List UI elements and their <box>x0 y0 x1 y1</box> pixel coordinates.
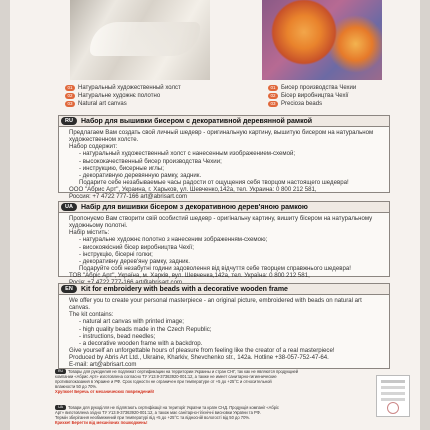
text-line: canvas. <box>69 304 91 312</box>
text-line: - високоякісний бісер виробництва Чехії; <box>79 243 194 251</box>
text-line: Предлагаем Вам создать свой личный шедевр - оригинальную картину, вышитую бисером на натуральном <box>69 129 374 136</box>
description-box-ru <box>58 115 390 201</box>
footer-line: Товари для рукоділля не підлягають сертифікації на території України та країн СНД. Продукція компанії «Абріс <box>68 405 279 410</box>
legend-number-badge: 01 <box>65 85 75 91</box>
box-body <box>59 127 389 203</box>
legend-item <box>65 92 181 100</box>
text-line: Подаруйте собі незабутні години задоволення від відчуття себе творцем справжнього шедевра! <box>79 265 351 273</box>
language-badge: RU <box>61 117 77 125</box>
language-badge: RU <box>55 369 66 374</box>
legend-number-badge: 03 <box>268 101 278 107</box>
footer-line: Товары для рукоделия не подлежат сертификации на территории Украины и стран СНГ, так как не являются продукцией <box>68 369 299 374</box>
legend-text: Бісер виробництва Чехії <box>281 93 349 99</box>
box-body <box>59 213 389 289</box>
text-line: художньому полотні. <box>69 222 128 230</box>
legend-item <box>268 84 356 92</box>
footer-note-ru <box>55 369 375 394</box>
footer-line: Арт» виготовлена згідно ТУ У13.9-37363920-001:12, а також має санітарно-гігієнічні висновки України та РФ. <box>55 410 261 415</box>
box-title: Набор для вышивки бисером с декоративной деревянной рамкой <box>81 117 313 125</box>
right-edge <box>420 0 430 430</box>
left-edge <box>0 0 10 430</box>
text-line: - декоративную деревянную рамку, задник. <box>79 171 202 179</box>
text-line: We offer you to create your personal masterpiece - an original picture, embroidered with beads on natural art <box>69 297 362 304</box>
legend-item <box>65 84 181 92</box>
text-line: художественном холсте. <box>69 136 139 144</box>
product-photos <box>10 0 420 83</box>
text-line: - інструкцію, бісерні голки; <box>79 250 153 258</box>
product-insert-page <box>10 0 420 430</box>
text-line: - высококачественный бисер производства Чехии; <box>79 157 222 165</box>
legend-number-badge: 01 <box>268 85 278 91</box>
text-line: Набор содержит: <box>69 143 118 151</box>
text-line: - натуральный художественный холст с нанесенным изображением-схемой; <box>79 150 296 158</box>
legend-number-badge: 02 <box>268 93 278 99</box>
legend-text: Natural art canvas <box>78 101 127 107</box>
footer-note-ua <box>55 405 375 425</box>
beads-legend <box>268 84 356 108</box>
legend-text: Бисер производства Чехии <box>281 85 357 91</box>
text-line: - natural art canvas with printed image; <box>79 318 184 326</box>
fragile-warning: Крихке! Берегти від механічних пошкоджень! <box>55 420 148 425</box>
box-title: Kit for embroidery with beads with a decorative wooden frame <box>81 285 288 293</box>
legend-text: Натуральный художественный холст <box>78 85 181 91</box>
contact-line: Россия: +7 4722 777-166 art@abrisart.com <box>69 193 188 201</box>
legend-number-badge: 02 <box>65 93 75 99</box>
text-line: - декоративну дерев'яну рамку, задник. <box>79 257 190 265</box>
description-box-ua <box>58 201 390 280</box>
contact-line: E-mail: art@abrisart.com <box>69 361 137 369</box>
footer-line: влажности 50 до 70%. <box>55 384 98 389</box>
footer-line: компании «Абрис Арт» изготовлена согласно ТУ У13.9-37363920-001:12, а также не имеет санитарно-гигиенические <box>55 374 277 379</box>
contact-line: ТОВ "Абріс Арт", Україна, м. Харків, вул. Шевченка,142а, тел. Україна: 0 800 212 581, <box>69 272 310 280</box>
text-line: - натуральне художнє полотно з нанесеним зображенням-схемою; <box>79 236 268 244</box>
legend-text: Натуральне художнє полотно <box>78 93 161 99</box>
box-body <box>59 295 389 371</box>
footer-line: противопоказания в Украине и РФ. Срок годности не ограничен при температуре от +5 до +25°C и относительной <box>55 379 272 384</box>
legend-text: Precioза beads <box>281 101 323 107</box>
legend-item <box>65 100 181 108</box>
text-line: The kit contains: <box>69 311 114 319</box>
text-line: - a decorative wooden frame with a backdrop. <box>79 339 203 347</box>
text-line: Набір містить: <box>69 229 110 237</box>
legend-number-badge: 03 <box>65 101 75 107</box>
box-header <box>59 116 389 127</box>
text-line: - high quality beads made in the Czech Republic; <box>79 325 212 333</box>
certificate-thumbnail <box>376 375 410 417</box>
text-line: Подарите себе незабываемые часы радости от ощущения себя творцом настоящего шедевра! <box>79 179 349 187</box>
legend-item <box>268 100 356 108</box>
fragile-warning: Хрупкое! Беречь от механических повреждений! <box>55 389 155 394</box>
box-header <box>59 202 389 213</box>
language-badge: EN <box>61 285 77 293</box>
beads-photo <box>262 0 382 80</box>
contact-line: Produced by Abris Art Ltd., Ukraine, Kharkiv, Shevchenko str., 142a. Hotline +38-057-752-47-64. <box>69 354 329 362</box>
canvas-legend <box>65 84 181 108</box>
box-title: Набір для вишивки бісером з декоративною дерев'яною рамкою <box>81 203 308 211</box>
footer-line: Термін зберігання необмежений при температурі від +5 до +25°С та відносній вологості від 50 до 70%. <box>55 415 251 420</box>
contact-line: ООО "Абрис Арт", Украина, г. Харьков, ул. Шевченко,142а, тел. Украина: 0 800 212 581, <box>69 186 317 194</box>
description-box-en <box>58 283 390 369</box>
canvas-photo <box>70 0 210 80</box>
text-line: Пропонуємо Вам створити свій особистий шедевр - оригінальну картину, вишиту бісером на натуральному <box>69 215 373 222</box>
language-badge: UA <box>55 405 66 410</box>
language-badge: UA <box>61 203 77 211</box>
text-line: - инструкцию, бисерные иглы; <box>79 164 164 172</box>
text-line: - instructions, bead needles; <box>79 332 156 340</box>
legend-item <box>268 92 356 100</box>
text-line: Give yourself an unforgettable hours of pleasure from feeling like the creator of a real masterpiece! <box>69 347 335 355</box>
box-header <box>59 284 389 295</box>
